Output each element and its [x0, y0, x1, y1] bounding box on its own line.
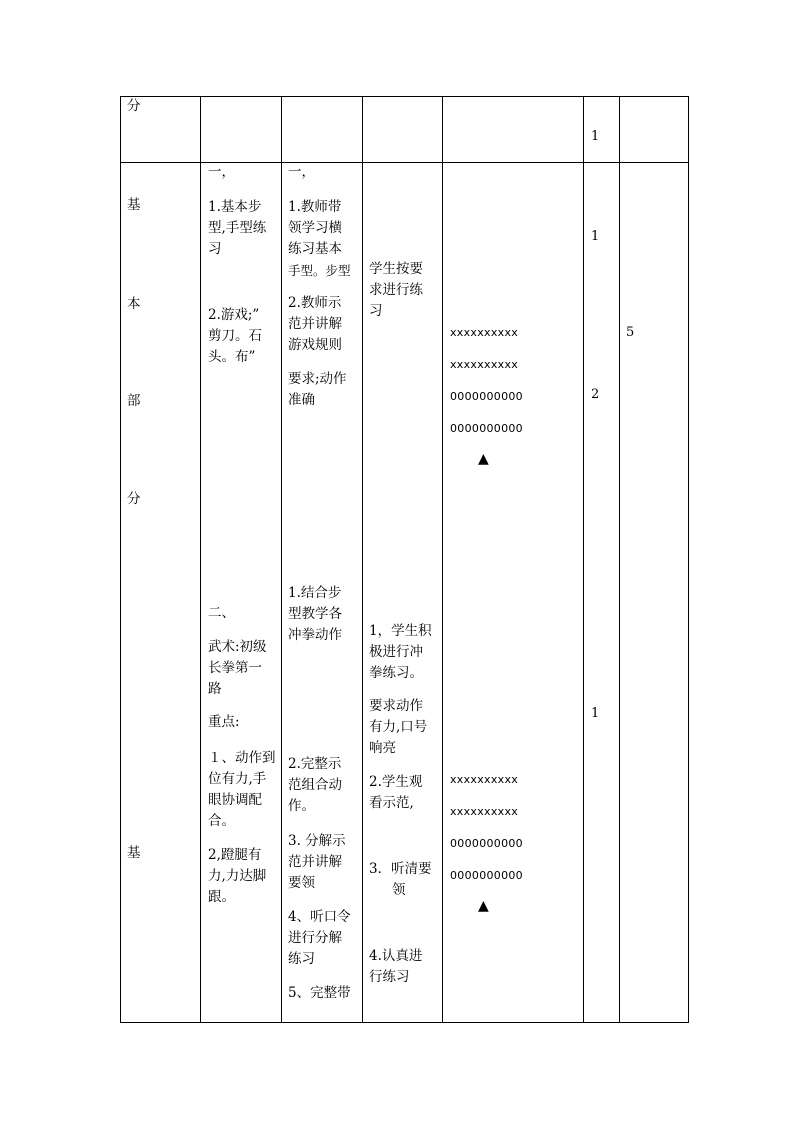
formation-line: 0000000000: [450, 422, 523, 435]
count-value: 5: [626, 325, 635, 340]
content-line: 领学习横: [288, 220, 342, 236]
content-line: 力,力达脚: [208, 868, 267, 884]
col-divider-5: [583, 96, 584, 1022]
section-label: 基: [127, 197, 141, 213]
table-left-border: [120, 96, 121, 1022]
content-line: 4.认真进: [369, 948, 423, 964]
content-line: 5、完整带: [288, 985, 351, 1001]
formation-line: 0000000000: [450, 869, 523, 882]
content-line: 作。: [288, 798, 315, 814]
table-top-border: [120, 96, 689, 97]
content-line: 1.基本步: [208, 199, 262, 215]
time-value: 2: [591, 387, 600, 402]
content-line: １、动作到: [208, 750, 276, 766]
formation-line: xxxxxxxxxx: [450, 326, 519, 339]
content-line: 极进行冲: [369, 644, 423, 660]
col-divider-4: [442, 96, 443, 1022]
content-line: 1，学生积: [369, 623, 432, 639]
content-line: 要求动作: [369, 698, 423, 714]
content-line: 响亮: [369, 740, 396, 756]
content-line: 4、听口令: [288, 909, 351, 925]
content-line: 有力,口号: [369, 719, 428, 735]
content-line: 要求;动作: [288, 371, 347, 387]
content-line: 3．听清要: [369, 861, 432, 877]
formation-line: 0000000000: [450, 837, 523, 850]
table-bottom-border: [120, 1022, 689, 1023]
content-line: 跟。: [208, 889, 235, 905]
content-line: 范并讲解: [288, 854, 342, 870]
content-line: 头。布”: [208, 349, 256, 365]
content-line: 重点:: [208, 714, 240, 730]
content-line: 进行分解: [288, 930, 342, 946]
formation-line: xxxxxxxxxx: [450, 773, 519, 786]
teacher-marker-icon: ▲: [478, 898, 489, 914]
content-line: 学生按要: [369, 261, 423, 277]
content-line: 眼协调配: [208, 792, 262, 808]
content-line: 2.游戏;”: [208, 307, 260, 323]
content-line: 长拳第一: [208, 660, 262, 676]
content-line: 看示范,: [369, 795, 414, 811]
content-line: 求进行练: [369, 282, 423, 298]
section-label: 分: [127, 98, 141, 114]
content-line: 要领: [288, 875, 315, 891]
section-label: 本: [127, 296, 141, 312]
content-line: 冲拳动作: [288, 627, 342, 643]
content-line: 3. 分解示: [288, 833, 346, 849]
content-line: 2.教师示: [288, 295, 342, 311]
content-line: 范并讲解: [288, 316, 342, 332]
content-line: 练习: [288, 951, 315, 967]
content-line: 2.学生观: [369, 774, 423, 790]
content-line: 准确: [288, 392, 315, 408]
col-divider-6: [619, 96, 620, 1022]
time-value: 1: [591, 706, 600, 721]
content-line: 型,手型练: [208, 220, 267, 236]
content-line: 1.结合步: [288, 585, 342, 601]
time-value: 1: [591, 229, 600, 244]
content-line: 合。: [208, 813, 235, 829]
row-divider: [120, 162, 689, 163]
content-line: 拳练习。: [369, 665, 423, 681]
content-heading: 二、: [208, 605, 235, 621]
content-line: 武术:初级: [208, 639, 267, 655]
teacher-marker-icon: ▲: [478, 451, 489, 467]
formation-line: 0000000000: [450, 390, 523, 403]
formation-line: xxxxxxxxxx: [450, 805, 519, 818]
formation-line: xxxxxxxxxx: [450, 358, 519, 371]
content-line: 范组合动: [288, 777, 342, 793]
content-line: 型教学各: [288, 606, 342, 622]
content-line: 剪刀。石: [208, 328, 262, 344]
time-value: 1: [591, 129, 600, 144]
content-line: 游戏规则: [288, 337, 342, 353]
content-line: 习: [208, 241, 222, 257]
content-line: 手型。步型: [288, 263, 351, 278]
col-divider-3: [362, 96, 363, 1022]
content-heading: 一，: [288, 164, 315, 180]
section-label: 基: [127, 845, 141, 861]
content-line: 2,蹬腿有: [208, 847, 262, 863]
content-line: 练习基本: [288, 241, 342, 257]
table-right-border: [688, 96, 689, 1022]
content-line: 路: [208, 681, 222, 697]
section-label: 分: [127, 491, 141, 507]
col-divider-2: [281, 96, 282, 1022]
content-line: 位有力,手: [208, 771, 267, 787]
col-divider-1: [200, 96, 201, 1022]
content-line: 1.教师带: [288, 199, 342, 215]
content-line: 习: [369, 303, 383, 319]
section-label: 部: [127, 393, 141, 409]
content-line: 2.完整示: [288, 756, 342, 772]
content-line: 领: [392, 882, 406, 898]
content-heading: 一，: [208, 164, 235, 180]
content-line: 行练习: [369, 969, 410, 985]
